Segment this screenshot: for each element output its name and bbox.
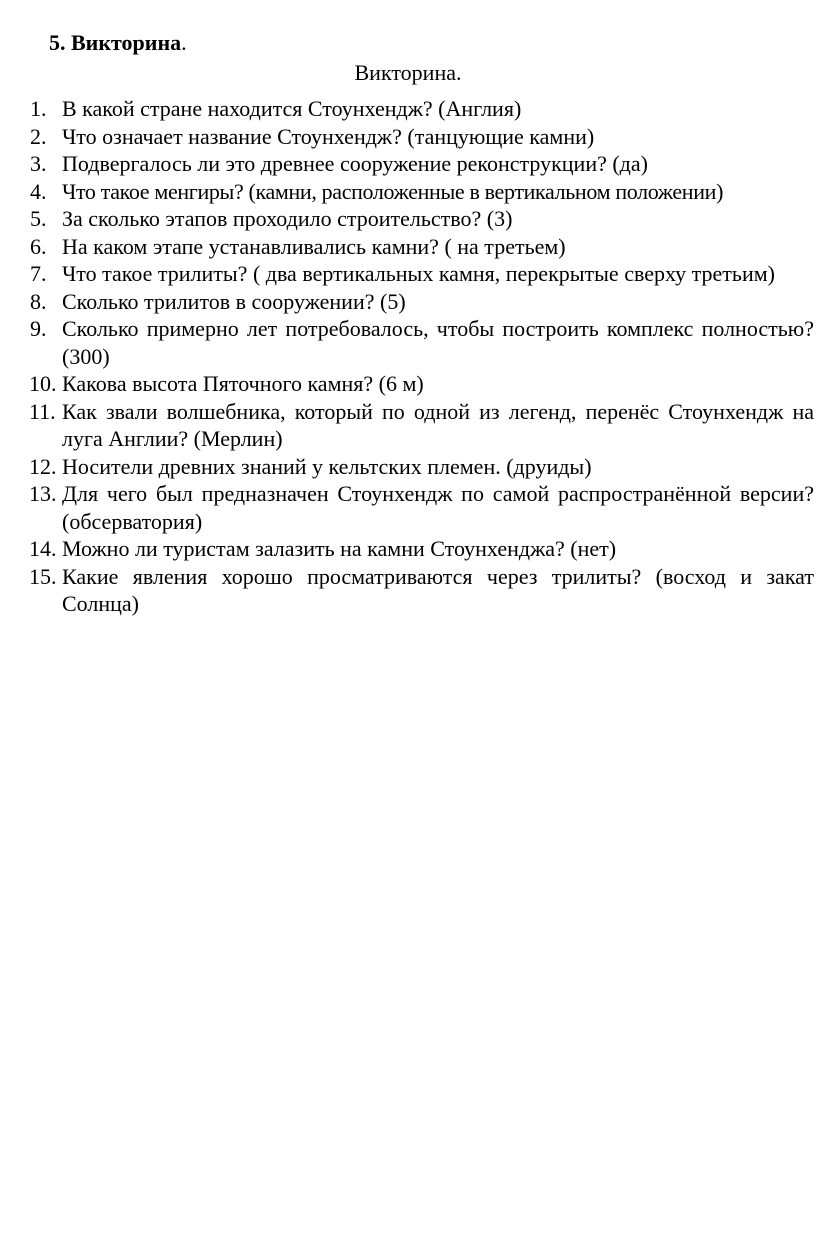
list-item [0, 150, 816, 178]
question-text: Как звали волшебника, который по одной из легенд, перенёс Стоунхендж на луга Англии? (Мерлин) [62, 398, 814, 451]
list-item [0, 480, 816, 535]
question-number: 8. [30, 288, 47, 314]
question-number: 2. [30, 123, 47, 149]
list-item [0, 288, 816, 316]
question-text: Что такое трилиты? ( два вертикальных камня, перекрытые сверху третьим) [62, 261, 775, 286]
list-item [0, 233, 816, 261]
list-item [0, 398, 816, 453]
section-heading [49, 29, 187, 57]
question-number: 12. [29, 453, 57, 479]
question-text: Сколько примерно лет потребовалось, чтобы построить комплекс полностью? (300) [62, 316, 814, 369]
question-text: Подвергалось ли это древнее сооружение реконструкции? (да) [62, 151, 648, 176]
question-number: 1. [30, 96, 47, 121]
list-item [0, 315, 816, 370]
list-item [0, 95, 816, 123]
question-text: В какой стране находится Стоунхендж? (Англия) [62, 96, 522, 121]
question-text: Сколько трилитов в сооружении? (5) [62, 288, 406, 314]
question-number: 13. [29, 481, 57, 506]
list-item [0, 178, 816, 206]
question-list [0, 95, 816, 618]
question-number: 5. [30, 206, 47, 231]
section-period: . [181, 30, 187, 55]
question-number: 7. [30, 261, 47, 286]
list-item [0, 453, 816, 481]
list-item [0, 260, 816, 288]
section-title: Викторина [71, 30, 182, 55]
question-text: Носители древних знаний у кельтских племен. (друиды) [62, 453, 592, 479]
list-item [0, 563, 816, 618]
quiz-subtitle-text: Викторина. [354, 60, 462, 85]
list-item [0, 370, 816, 398]
question-number: 10. [29, 371, 57, 396]
question-text: Что означает название Стоунхендж? (танцующие камни) [62, 123, 595, 149]
question-number: 11. [29, 398, 56, 424]
question-text: На каком этапе устанавливались камни? ( на третьем) [62, 233, 566, 259]
section-number: 5. [49, 30, 71, 55]
question-number: 6. [30, 233, 47, 259]
question-text: За сколько этапов проходило строительство? (3) [62, 206, 513, 231]
question-number: 4. [30, 178, 47, 204]
question-text: Какова высота Пяточного камня? (6 м) [62, 371, 424, 396]
question-text: Что такое менгиры? (камни, расположенные в вертикальном положении) [62, 178, 724, 204]
list-item [0, 535, 816, 563]
question-number: 15. [29, 563, 57, 589]
question-text: Для чего был предназначен Стоунхендж по самой распространённой версии? (обсерватория) [62, 481, 814, 534]
list-item [0, 123, 816, 151]
question-number: 14. [29, 536, 57, 561]
question-text: Какие явления хорошо просматриваются через трилиты? (восход и закат Солнца) [62, 563, 814, 616]
list-item [0, 205, 816, 233]
question-number: 9. [30, 316, 47, 341]
question-text: Можно ли туристам залазить на камни Стоунхенджа? (нет) [62, 536, 617, 561]
quiz-subtitle [0, 59, 816, 87]
question-number: 3. [30, 151, 47, 176]
